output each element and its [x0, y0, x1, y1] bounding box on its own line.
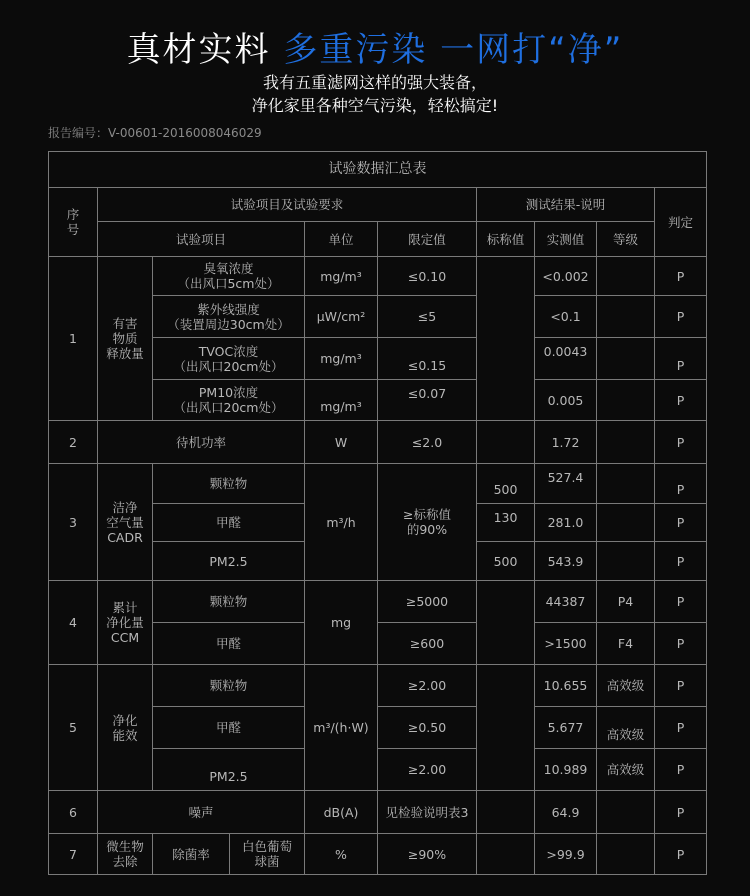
row1d-grade: [597, 380, 655, 421]
row4a-limit: ≥5000: [378, 581, 477, 623]
row5b-measured: 5.677: [535, 707, 597, 749]
headline: [0, 22, 750, 71]
row4a-verdict: P: [655, 581, 707, 623]
row7-grade: [597, 834, 655, 875]
row3-seq: 3: [49, 464, 98, 581]
table-row: [49, 464, 707, 504]
row7-nominal: [477, 834, 535, 875]
row5b-verdict: P: [655, 707, 707, 749]
row1d-unit: mg/m³: [305, 380, 378, 421]
header-nominal: 标称值: [477, 222, 535, 257]
row5b-limit: ≥0.50: [378, 707, 477, 749]
header-seq: 序 号: [49, 188, 98, 257]
row7-item-cell: [153, 834, 305, 875]
row1b-unit: μW/cm²: [305, 296, 378, 338]
row1c-item: TVOC浓度 （出风口20cm处）: [153, 338, 305, 380]
row1a-unit: mg/m³: [305, 257, 378, 296]
row6-measured: 64.9: [535, 791, 597, 834]
row3b-measured: 281.0: [535, 504, 597, 542]
row2-verdict: P: [655, 421, 707, 464]
table-row: [49, 834, 707, 875]
row7-unit: %: [305, 834, 378, 875]
row6-nominal: [477, 791, 535, 834]
row1d-verdict: P: [655, 380, 707, 421]
row2-seq: 2: [49, 421, 98, 464]
row5a-measured: 10.655: [535, 665, 597, 707]
row1b-item: 紫外线强度 （装置周边30cm处）: [153, 296, 305, 338]
row5a-item: 颗粒物: [153, 665, 305, 707]
row7-seq: 7: [49, 834, 98, 875]
row3b-item: 甲醛: [153, 504, 305, 542]
row1c-verdict: P: [655, 338, 707, 380]
row2-item: 待机功率: [98, 421, 305, 464]
row2-nominal: [477, 421, 535, 464]
table-row: [49, 257, 707, 296]
table-row: [49, 581, 707, 623]
header-limit: 限定值: [378, 222, 477, 257]
row5a-grade: 高效级: [597, 665, 655, 707]
row7-measured: >99.9: [535, 834, 597, 875]
row4a-item: 颗粒物: [153, 581, 305, 623]
row6-unit: dB(A): [305, 791, 378, 834]
row6-item: 噪声: [98, 791, 305, 834]
row1a-limit: ≤0.10: [378, 257, 477, 296]
row3a-measured: 527.4: [535, 464, 597, 504]
row5a-verdict: P: [655, 665, 707, 707]
row5b-grade: 高效级: [597, 707, 655, 749]
row5-unit: m³/(h·W): [305, 665, 378, 791]
row4b-verdict: P: [655, 623, 707, 665]
table-row: [49, 421, 707, 464]
row4-category: 累计 净化量 CCM: [98, 581, 153, 665]
row2-grade: [597, 421, 655, 464]
row1a-verdict: P: [655, 257, 707, 296]
row5c-verdict: P: [655, 749, 707, 791]
row4b-grade: F4: [597, 623, 655, 665]
row1c-unit: mg/m³: [305, 338, 378, 380]
row1-category: 有害 物质 释放量: [98, 257, 153, 421]
row3c-measured: 543.9: [535, 542, 597, 581]
row7-verdict: P: [655, 834, 707, 875]
row3a-grade: [597, 464, 655, 504]
row3c-grade: [597, 542, 655, 581]
row1c-grade: [597, 338, 655, 380]
row6-grade: [597, 791, 655, 834]
subtitle-line-2: 净化家里各种空气污染，轻松搞定!: [251, 96, 499, 115]
row7-item2: 白色葡萄 球菌: [241, 839, 292, 869]
row4-seq: 4: [49, 581, 98, 665]
header-grade: 等级: [597, 222, 655, 257]
row5-nominal: [477, 665, 535, 791]
row1b-measured: <0.1: [535, 296, 597, 338]
row3c-verdict: P: [655, 542, 707, 581]
header-verdict: 判定: [655, 188, 707, 257]
row3b-nominal: 130: [477, 504, 535, 542]
row3a-item: 颗粒物: [153, 464, 305, 504]
headline-white: 真材实料: [126, 30, 284, 70]
row7-category: 微生物 去除: [98, 834, 153, 875]
header-unit: 单位: [305, 222, 378, 257]
header-item: 试验项目: [98, 222, 305, 257]
row1b-limit: ≤5: [378, 296, 477, 338]
row3b-verdict: P: [655, 504, 707, 542]
row1d-limit: ≤0.07: [378, 380, 477, 421]
row1b-grade: [597, 296, 655, 338]
row1b-verdict: P: [655, 296, 707, 338]
row3c-nominal: 500: [477, 542, 535, 581]
row5a-limit: ≥2.00: [378, 665, 477, 707]
row3c-item: PM2.5: [153, 542, 305, 581]
row4-unit: mg: [305, 581, 378, 665]
row2-measured: 1.72: [535, 421, 597, 464]
row4b-limit: ≥600: [378, 623, 477, 665]
row3a-nominal: 500: [477, 464, 535, 504]
row4-nominal: [477, 581, 535, 665]
table-row: [49, 665, 707, 707]
row4a-grade: P4: [597, 581, 655, 623]
row3-limit: ≥标称值 的90%: [378, 464, 477, 581]
row5-category: 净化 能效: [98, 665, 153, 791]
row4a-measured: 44387: [535, 581, 597, 623]
row3-unit: m³/h: [305, 464, 378, 581]
report-number: 报告编号：V-00601-2016008046029: [48, 126, 262, 140]
row4b-item: 甲醛: [153, 623, 305, 665]
row7-item: 除菌率: [153, 834, 230, 874]
row4b-measured: >1500: [535, 623, 597, 665]
row6-seq: 6: [49, 791, 98, 834]
header-results: 测试结果-说明: [477, 188, 655, 222]
table-row: [49, 791, 707, 834]
row1d-item: PM10浓度 （出风口20cm处）: [153, 380, 305, 421]
row3-category: 洁净 空气量 CADR: [98, 464, 153, 581]
table-caption: 试验数据汇总表: [49, 152, 707, 188]
row1a-grade: [597, 257, 655, 296]
row1c-limit: ≤0.15: [378, 338, 477, 380]
row1c-measured: 0.0043: [535, 338, 597, 380]
row7-limit: ≥90%: [378, 834, 477, 875]
row5c-measured: 10.989: [535, 749, 597, 791]
row5b-item: 甲醛: [153, 707, 305, 749]
row5c-item: PM2.5: [153, 749, 305, 791]
row1-seq: 1: [49, 257, 98, 421]
row1d-measured: 0.005: [535, 380, 597, 421]
row1a-measured: <0.002: [535, 257, 597, 296]
row1-nominal: [477, 257, 535, 421]
row3a-verdict: P: [655, 464, 707, 504]
header-measured: 实测值: [535, 222, 597, 257]
test-data-summary-table: [48, 151, 707, 875]
headline-blue: 多重污染 一网打“净”: [283, 30, 624, 70]
row1a-item: 臭氧浓度 （出风口5cm处）: [153, 257, 305, 296]
row3b-grade: [597, 504, 655, 542]
row5c-limit: ≥2.00: [378, 749, 477, 791]
row5c-grade: 高效级: [597, 749, 655, 791]
row6-verdict: P: [655, 791, 707, 834]
row6-limit: 见检验说明表3: [378, 791, 477, 834]
header-items-requirements: 试验项目及试验要求: [98, 188, 477, 222]
row2-unit: W: [305, 421, 378, 464]
subtitle-line-1: 我有五重滤网这样的强大装备，: [262, 73, 487, 92]
row2-limit: ≤2.0: [378, 421, 477, 464]
row5-seq: 5: [49, 665, 98, 791]
